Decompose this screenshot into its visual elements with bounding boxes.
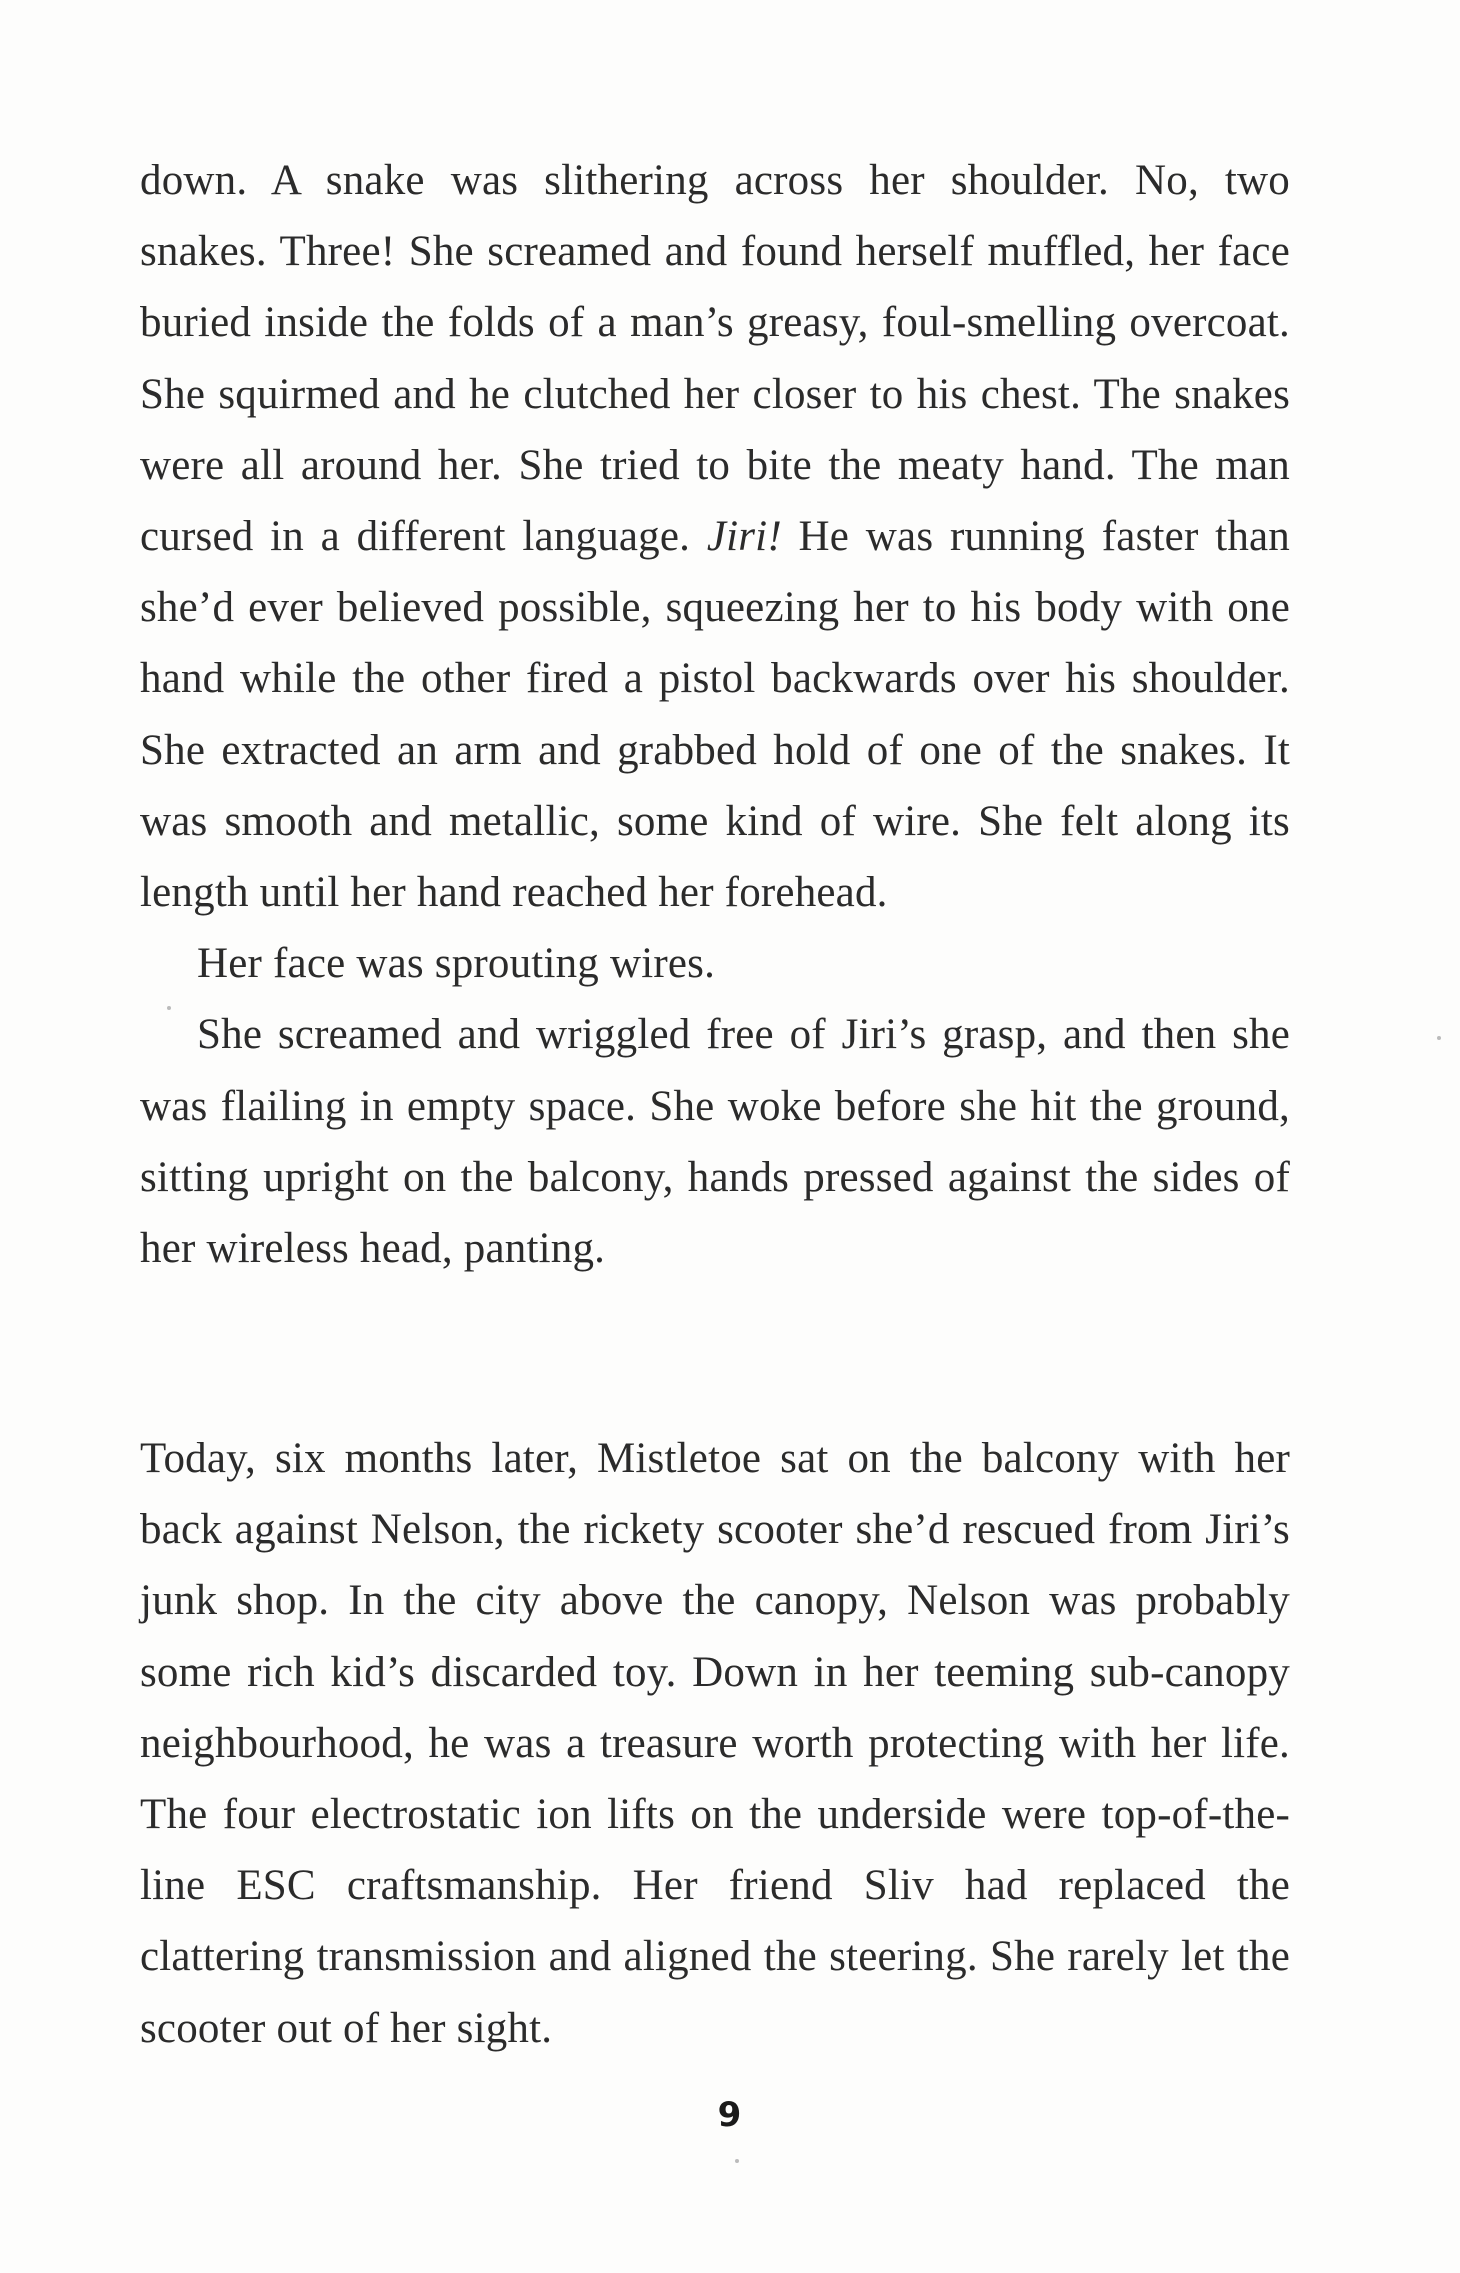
paragraph-wires: Her face was sprouting wires.: [197, 940, 716, 988]
paragraph-text-start: down. A snake was slithering across her shoulder. No, two snakes. Three! She screamed and found herself muffled, her face buried inside the folds of a man’s greasy, foul-smelling overcoat. She squirmed and he clutched her closer to his chest. The snakes were all around her. She tried to bite the meaty hand. The man cursed in a different language.: [140, 157, 1290, 561]
section-one: [140, 145, 1290, 1284]
print-speck: [735, 2159, 739, 2163]
paragraph-snake-dream: [140, 145, 1290, 928]
paragraph-nelson-scooter: Today, six months later, Mistletoe sat on the balcony with her back against Nelson, the rickety scooter she’d rescued from Jiri’s junk shop. In the city above the canopy, Nelson was probably some rich kid’s discarded toy. Down in her teeming sub-canopy neighbourhood, he was a treasure worth protecting with her life. The four electrostatic ion lifts on the underside were top-of-the-line ESC craftsmanship. Her friend Sliv had replaced the clattering transmission and aligned the steering. She rarely let the scooter out of her sight.: [140, 1435, 1290, 2052]
section-two: [140, 1423, 1290, 2064]
italic-name-jiri: Jiri!: [706, 513, 782, 561]
print-speck: [167, 1006, 171, 1010]
paragraph-wake-up: She screamed and wriggled free of Jiri’s grasp, and then she was flailing in empty space. She woke before she hit the ground, sitting upright on the balcony, hands pressed against the sides of her wireless head, panting.: [140, 1011, 1290, 1273]
page-number: 9: [717, 2095, 743, 2135]
paragraph-text-end: He was running faster than she’d ever believed possible, squeezing her to his body with one hand while the other fired a pistol backwards over his shoulder. She extracted an arm and grabbed hold of one of the snakes. It was smooth and metallic, some kind of wire. She felt along its length until her hand reached her forehead.: [140, 513, 1291, 917]
print-speck: [1437, 1036, 1441, 1040]
